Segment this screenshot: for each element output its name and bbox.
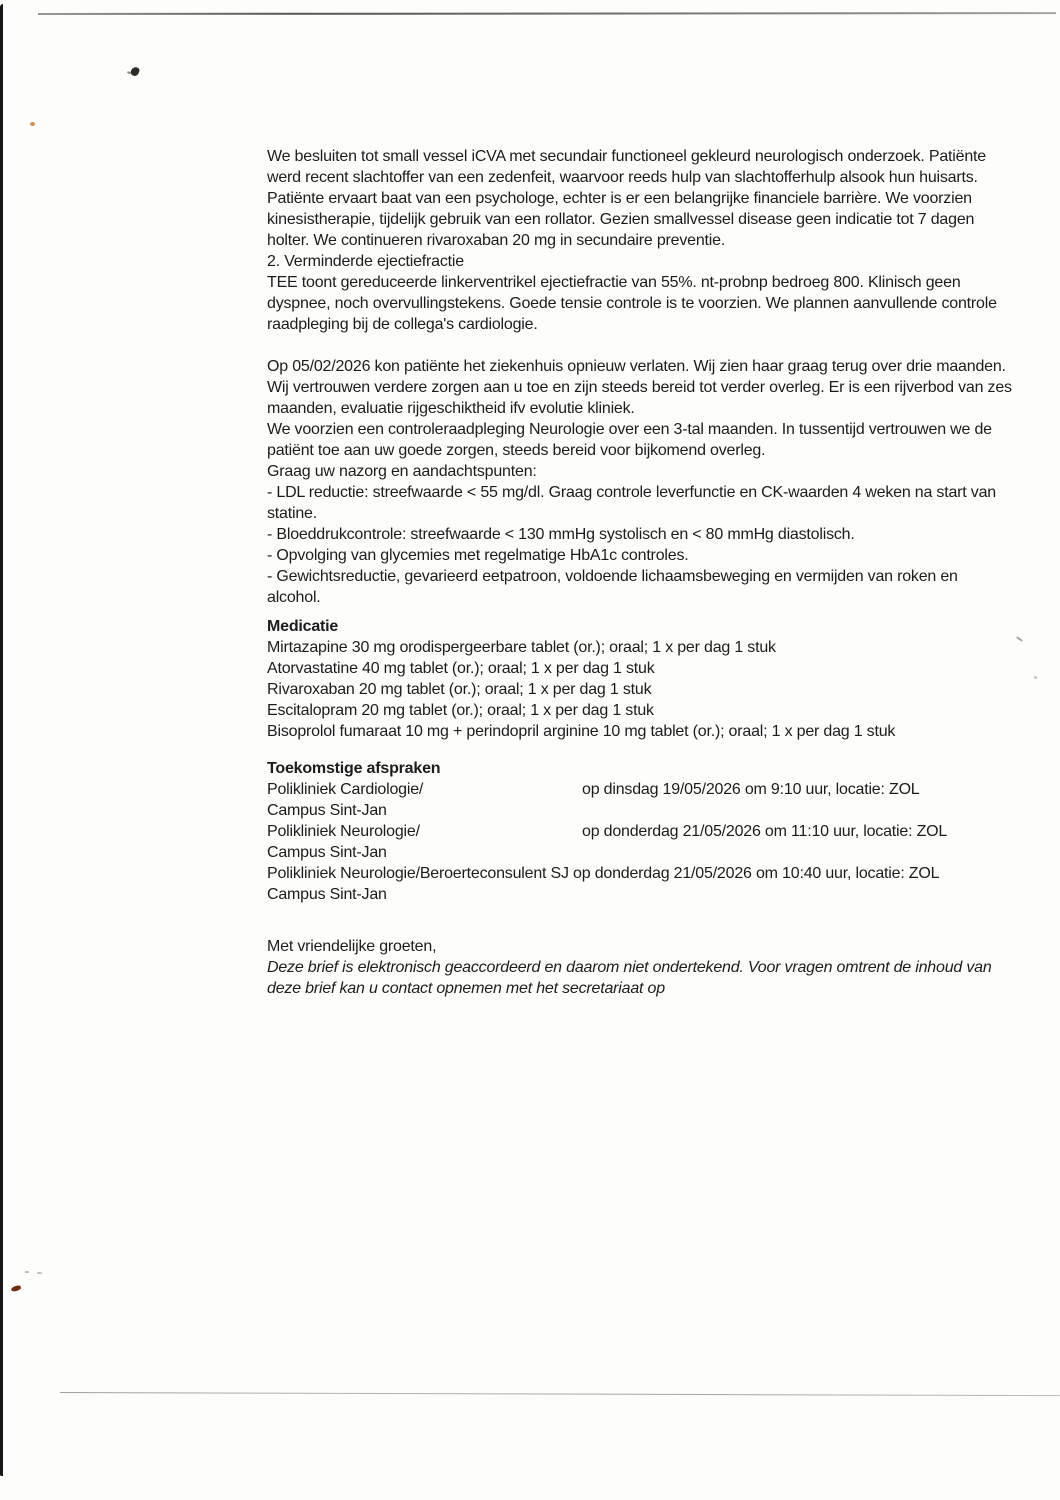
- paper-speck-artifact: [10, 1285, 21, 1293]
- medication-section: [267, 616, 1015, 742]
- appointment-clinic: Polikliniek Cardiologie/: [267, 781, 424, 798]
- section-ejectiefractie-heading: 2. Verminderde ejectiefractie: [267, 253, 464, 270]
- paper-speck-artifact: [25, 1271, 29, 1273]
- ink-smudge-artifact: [130, 66, 141, 77]
- closing-salutation: Met vriendelijke groeten,: [267, 938, 437, 955]
- medication-item: Bisoprolol fumaraat 10 mg + perindopril arginine 10 mg tablet (or.); oraal; 1 x per dag 1 stuk: [267, 723, 896, 740]
- medication-heading: Medicatie: [267, 618, 339, 635]
- appointment-campus: Campus Sint-Jan: [267, 802, 387, 819]
- aftercare-item: - Opvolging van glycemies met regelmatige HbA1c controles.: [267, 547, 689, 564]
- scan-edge-artifact: [0, 4, 3, 1476]
- paper-speck-artifact: [1016, 636, 1023, 642]
- appointment-campus: Campus Sint-Jan: [267, 844, 387, 861]
- discharge-paragraph: Op 05/02/2026 kon patiënte het ziekenhuis opnieuw verlaten. Wij zien haar graag terug over drie maanden. Wij vertrouwen verdere zorgen aan u toe en zijn steeds bereid tot verder overleg. Er is een rijverbod van zes maanden, evaluatie rijgeschiktheid ifv evolutie kliniek.: [267, 358, 1012, 417]
- appointments-section: [267, 758, 1015, 905]
- appointment-datetime: op donderdag 21/05/2026 om 11:10 uur, locatie: ZOL: [582, 823, 948, 840]
- top-horizontal-rule: [38, 12, 1056, 15]
- medication-item: Mirtazapine 30 mg orodispergeerbare tablet (or.); oraal; 1 x per dag 1 stuk: [267, 639, 776, 656]
- aftercare-heading: Graag uw nazorg en aandachtspunten:: [267, 463, 537, 480]
- appointment-row: [267, 779, 1015, 800]
- appointment-datetime: op dinsdag 19/05/2026 om 9:10 uur, locatie: ZOL: [582, 781, 920, 798]
- appointment-row: [267, 863, 1015, 884]
- appointment-row: [267, 821, 1015, 842]
- aftercare-item: - Bloeddrukcontrole: streefwaarde < 130 mmHg systolisch en < 80 mmHg diastolisch.: [267, 526, 855, 543]
- appointment-campus: Campus Sint-Jan: [267, 886, 387, 903]
- section-ejectiefractie-body: TEE toont gereduceerde linkerventrikel ejectiefractie van 55%. nt-probnp bedroeg 800. Klinisch geen dyspnee, noch overvullingstekens. Goede tensie controle is te voorzien. We plannen aanvullende controle raadpleging bij de collega's cardiologie.: [267, 274, 997, 333]
- medication-item: Atorvastatine 40 mg tablet (or.); oraal; 1 x per dag 1 stuk: [267, 660, 655, 677]
- aftercare-item: - Gewichtsreductie, gevarieerd eetpatroon, voldoende lichaamsbeweging en vermijden van roken en alcohol.: [267, 568, 958, 606]
- letter-body: [267, 146, 1015, 999]
- bottom-horizontal-rule: [60, 1392, 1060, 1396]
- appointment-clinic: Polikliniek Neurologie/Beroerteconsulent SJ: [267, 865, 569, 882]
- paper-speck-artifact: [1034, 676, 1037, 679]
- appointment-datetime: op donderdag 21/05/2026 om 10:40 uur, locatie: ZOL: [573, 865, 940, 882]
- medication-item: Rivaroxaban 20 mg tablet (or.); oraal; 1 x per dag 1 stuk: [267, 681, 652, 698]
- aftercare-item: - LDL reductie: streefwaarde < 55 mg/dl. Graag controle leverfunctie en CK-waarden 4 weken na start van statine.: [267, 484, 996, 522]
- electronic-signature-note: Deze brief is elektronisch geaccordeerd en daarom niet ondertekend. Voor vragen omtrent de inhoud van deze brief kan u contact opnemen met het secretariaat op: [267, 959, 992, 997]
- followup-paragraph: We voorzien een controleraadpleging Neurologie over een 3-tal maanden. In tussentijd vertrouwen we de patiënt toe aan uw goede zorgen, steeds bereid voor bijkomend overleg.: [267, 421, 992, 459]
- section-ejectiefractie: [267, 251, 1015, 335]
- paper-speck-artifact: [37, 1272, 42, 1274]
- intro-paragraph: We besluiten tot small vessel iCVA met secundair functioneel gekleurd neurologisch onderzoek. Patiënte werd recent slachtoffer van een zedenfeit, waarvoor reeds hulp van slachtofferhulp alsook hun huisarts. Patiënte ervaart baat van een psychologe, echter is er een belangrijke financiele barrière. We voorzien kinesistherapie, tijdelijk gebruik van een rollator. Gezien smallvessel disease geen indicatie tot 7 dagen holter. We continueren rivaroxaban 20 mg in secundaire preventie.: [267, 148, 986, 249]
- paper-speck-artifact: [30, 122, 35, 126]
- appointment-clinic: Polikliniek Neurologie/: [267, 823, 420, 840]
- aftercare-section: [267, 461, 1015, 608]
- medication-item: Escitalopram 20 mg tablet (or.); oraal; 1 x per dag 1 stuk: [267, 702, 654, 719]
- appointments-heading: Toekomstige afspraken: [267, 760, 441, 777]
